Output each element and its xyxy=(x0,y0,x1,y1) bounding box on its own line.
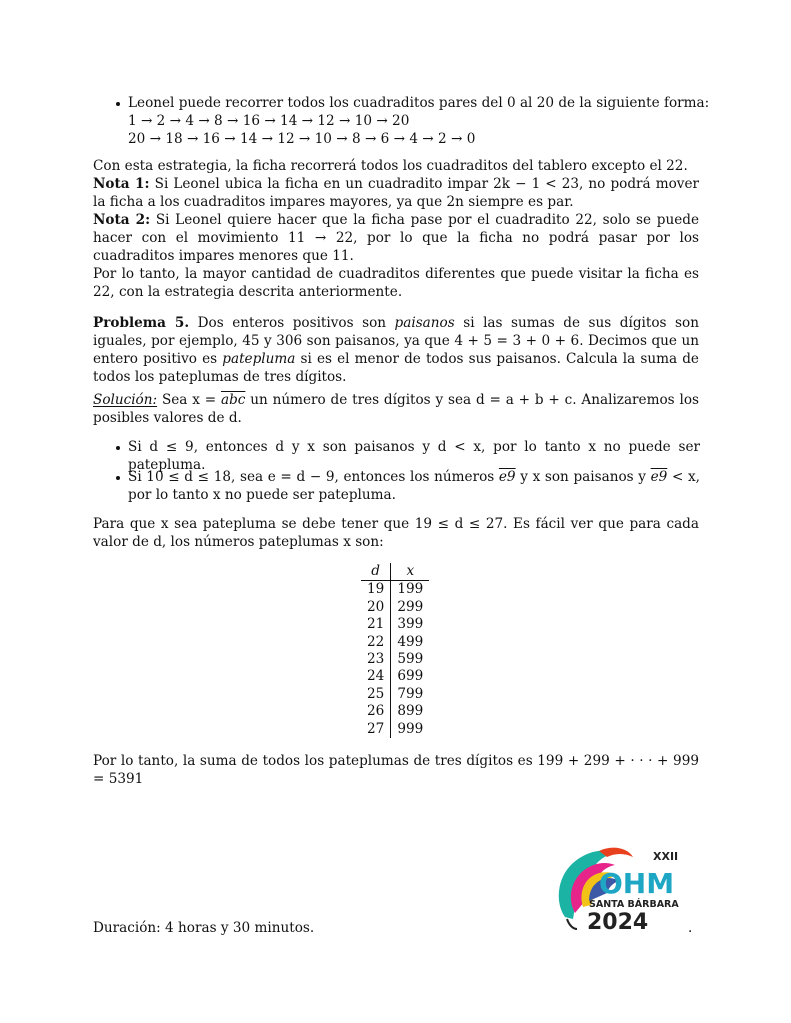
cell-x: 199 xyxy=(397,581,424,598)
bullet-case-2 xyxy=(128,468,700,504)
case-2-text-3: < x, por lo tanto x no puede ser patepluma. xyxy=(128,469,700,503)
nota1-label: Nota 1: xyxy=(93,176,150,192)
problem-5 xyxy=(93,314,699,386)
ohm-logo xyxy=(553,843,687,933)
table-header-row xyxy=(361,563,429,581)
solution-text-1: Sea x = xyxy=(161,392,217,408)
term-paisanos: paisanos xyxy=(394,315,455,331)
cell-d: 26 xyxy=(361,703,391,720)
table-row xyxy=(361,599,429,616)
case-2-text-1: Si 10 ≤ d ≤ 18, sea e = d − 9, entonces los números xyxy=(128,469,495,485)
logo-place: SANTA BÁRBARA xyxy=(589,899,679,910)
table-row xyxy=(361,651,429,668)
solution-text-2: un número de tres dígitos y sea d = a + b + c. Analizaremos los posibles valores de d. xyxy=(93,392,699,426)
cell-d: 22 xyxy=(361,634,391,651)
bullet-marker xyxy=(116,446,120,450)
cell-x: 699 xyxy=(397,668,424,685)
solution-intro xyxy=(93,391,699,427)
solution-label: Solución: xyxy=(93,392,158,408)
duration xyxy=(93,919,314,937)
table-row xyxy=(361,668,429,685)
cell-d: 20 xyxy=(361,599,391,616)
cell-x: 599 xyxy=(397,651,424,668)
paragraph-strategy xyxy=(93,157,699,301)
sequence-1: 1 → 2 → 4 → 8 → 16 → 14 → 12 → 10 → 20 xyxy=(128,113,410,129)
bullet-even-path xyxy=(128,94,708,148)
header-d: d xyxy=(361,563,391,581)
cell-d: 19 xyxy=(361,581,391,599)
bullet-marker xyxy=(116,476,120,480)
table-row xyxy=(361,634,429,651)
cell-x: 899 xyxy=(397,703,424,720)
cell-x: 499 xyxy=(397,633,424,650)
cell-d: 25 xyxy=(361,686,391,703)
cell-d: 24 xyxy=(361,668,391,685)
e9-overline: e9 xyxy=(498,469,516,485)
table-row xyxy=(361,616,429,633)
table-row xyxy=(361,703,429,720)
header-x: x xyxy=(391,563,429,581)
abc-overline: $\overline{abc}$ xyxy=(220,392,246,408)
dot-text: . xyxy=(688,920,693,936)
patepluma-table xyxy=(361,563,429,738)
paragraph-conclusion xyxy=(93,752,699,788)
problem-text-1: Dos enteros positivos son xyxy=(197,315,387,331)
logo-roman: XXII xyxy=(653,850,679,863)
term-patepluma: patepluma xyxy=(222,351,296,367)
cell-d: 23 xyxy=(361,651,391,668)
cell-x: 799 xyxy=(397,685,424,702)
logo-year: 2024 xyxy=(587,910,649,933)
nota1-text: Si Leonel ubica la ficha en un cuadradito impar 2k − 1 < 23, no podrá mover la ficha a los cuadraditos impares mayores, ya que 2n siempre es par. xyxy=(93,176,699,210)
table-row xyxy=(361,581,429,599)
strategy-text: Con esta estrategia, la ficha recorrerá todos los cuadraditos del tablero excepto el 22. xyxy=(93,158,688,174)
logo-acronym: OHM xyxy=(599,867,675,900)
cell-x: 299 xyxy=(397,598,424,615)
nota2-label: Nota 2: xyxy=(93,212,151,228)
cell-x: 999 xyxy=(397,720,424,737)
cell-x: 399 xyxy=(397,616,424,633)
problem-text-3: si es el menor de todos sus paisanos. Calcula la suma de todos los pateplumas de tres dígitos. xyxy=(93,351,699,385)
trailing-dot xyxy=(688,919,692,937)
bullet-intro: Leonel puede recorrer todos los cuadraditos pares del 0 al 20 de la siguiente forma: xyxy=(128,95,710,111)
conclusion-text: Por lo tanto, la suma de todos los pateplumas de tres dígitos es 199 + 299 + · · · + 999 = 5391 xyxy=(93,753,699,787)
table-row xyxy=(361,721,429,738)
condition-text: Para que x sea patepluma se debe tener que 19 ≤ d ≤ 27. Es fácil ver que para cada valor de d, los números pateplumas x son: xyxy=(93,516,699,550)
problem-text-2: si las sumas de sus dígitos son iguales, por ejemplo, 45 y 306 son paisanos, ya que 4 + 5 = 3 + 0 + 6. Decimos que un entero positivo es xyxy=(93,315,699,367)
answer-text: Por lo tanto, la mayor cantidad de cuadraditos diferentes que puede visitar la ficha es 22, con la estrategia descrita anteriormente. xyxy=(93,266,699,300)
case-2-text-2: y x son paisanos y xyxy=(520,469,646,485)
duration-text: Duración: 4 horas y 30 minutos. xyxy=(93,920,315,936)
cell-d: 21 xyxy=(361,616,391,633)
paragraph-condition xyxy=(93,515,699,551)
cell-d: 27 xyxy=(361,721,391,738)
table-row xyxy=(361,686,429,703)
nota2-text: Si Leonel quiere hacer que la ficha pase por el cuadradito 22, solo se puede hacer con el movimiento 11 → 22, por lo que la ficha no podrá pasar por los cuadraditos impares menores que 11. xyxy=(93,212,699,264)
bullet-marker xyxy=(116,102,120,106)
problem-label: Problema 5. xyxy=(93,315,190,331)
sequence-2: 20 → 18 → 16 → 14 → 12 → 10 → 8 → 6 → 4 → 2 → 0 xyxy=(128,131,476,147)
e9-overline: e9 xyxy=(650,469,668,485)
case-1-text: Si d ≤ 9, entonces d y x son paisanos y d < x, por lo tanto x no puede ser patepluma. xyxy=(128,439,700,473)
